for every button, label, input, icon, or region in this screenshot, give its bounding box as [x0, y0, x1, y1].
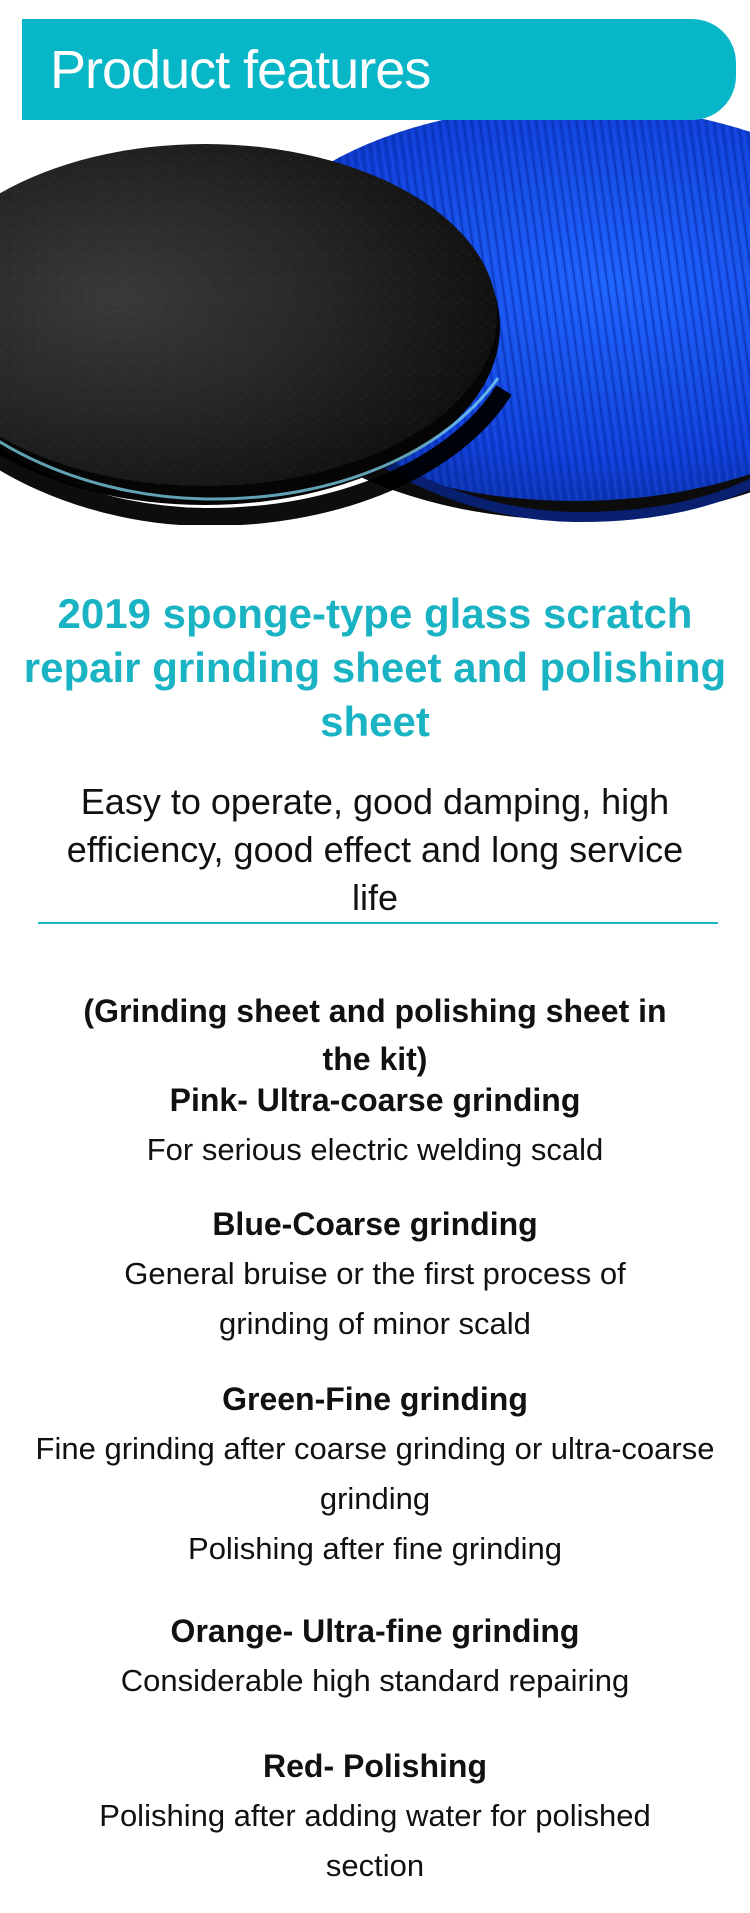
feature-heading: Orange- Ultra-fine grinding	[170, 1613, 580, 1649]
feature-description: Polishing after adding water for polished section	[99, 1798, 651, 1883]
feature-blue	[0, 1199, 750, 1349]
feature-orange	[0, 1606, 750, 1706]
product-features-title: Product features	[50, 39, 431, 100]
product-benefits-text: Easy to operate, good damping, high efficiency, good effect and long service life	[66, 781, 684, 918]
feature-description: For serious electric welding scald	[146, 1132, 604, 1167]
feature-heading: Red- Polishing	[263, 1748, 487, 1784]
feature-heading: Green-Fine grinding	[222, 1381, 528, 1417]
feature-description: General bruise or the first process of grinding of minor scald	[124, 1256, 626, 1341]
product-title: 2019 sponge-type glass scratch repair grinding sheet and polishing sheet	[23, 590, 727, 746]
feature-description: Fine grinding after coarse grinding or ultra-coarse grinding	[35, 1431, 715, 1516]
feature-heading: Pink- Ultra-coarse grinding	[169, 1082, 581, 1118]
feature-description: Considerable high standard repairing	[120, 1663, 630, 1698]
feature-heading: Blue-Coarse grinding	[212, 1206, 538, 1242]
product-hero	[0, 0, 750, 525]
feature-green	[0, 1374, 750, 1574]
feature-secondary-description: Polishing after fine grinding	[188, 1531, 562, 1566]
kit-contents-note: (Grinding sheet and polishing sheet in the kit)	[83, 993, 667, 1077]
feature-red	[0, 1741, 750, 1891]
section-divider	[38, 922, 718, 924]
product-features-banner	[22, 19, 736, 120]
feature-pink	[0, 1075, 750, 1175]
